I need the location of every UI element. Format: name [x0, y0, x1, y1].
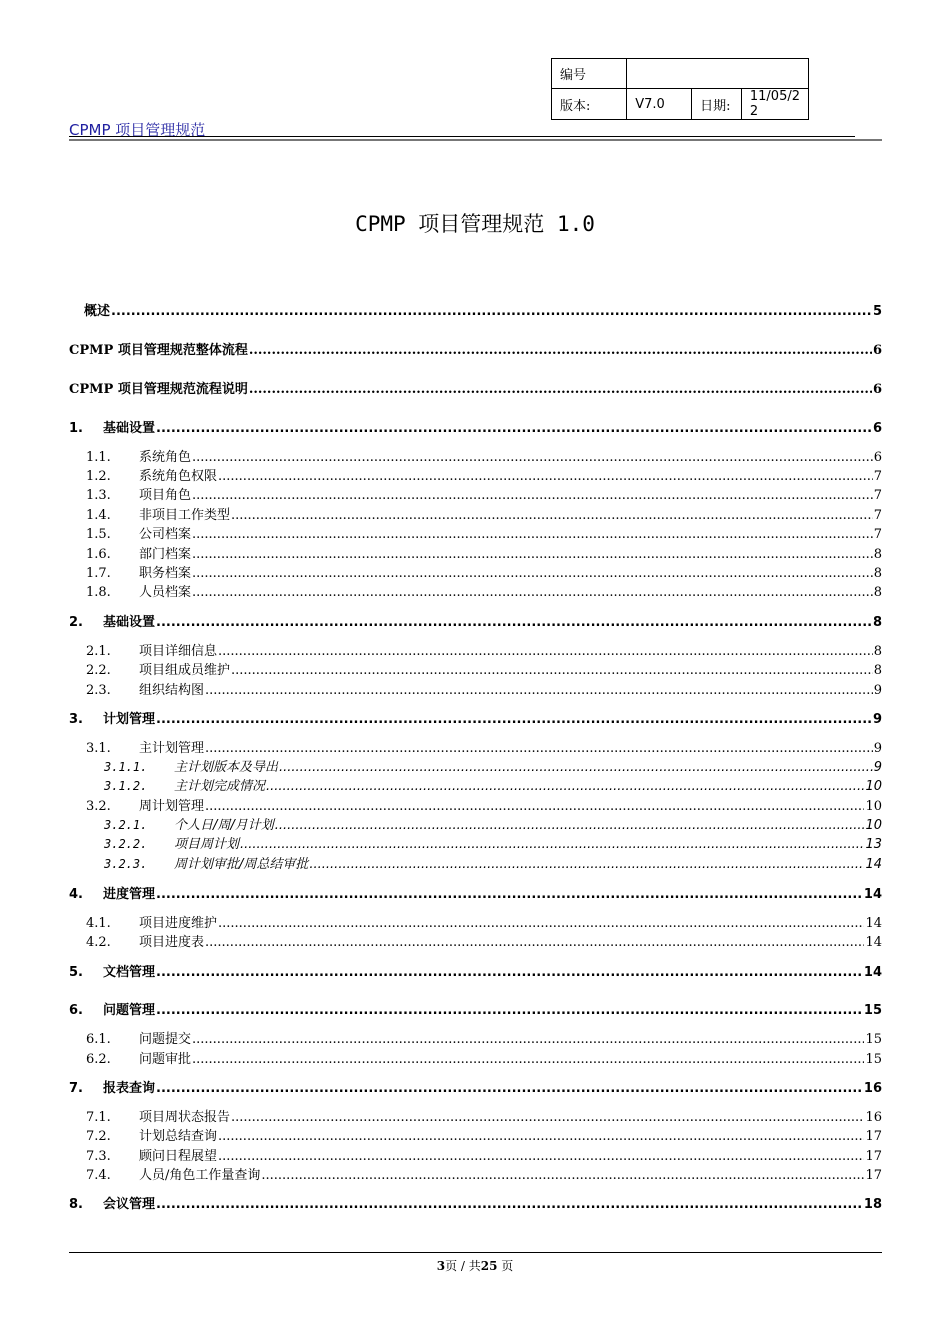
toc-entry-title: 系统角色 [139, 450, 192, 465]
toc-entry-page: 6 [872, 421, 882, 436]
toc-entry-number: 3.1.1. [104, 760, 148, 774]
toc-entry[interactable] [104, 853, 882, 872]
toc-entry-page: 16 [865, 1110, 882, 1125]
toc-dot-leader [249, 343, 872, 358]
toc-entry-number: 4.2. [86, 935, 111, 950]
version-label: 版本: [552, 89, 627, 120]
footer-page-label: 页 [445, 1259, 458, 1273]
toc-dot-leader [192, 450, 873, 465]
toc-entry[interactable] [104, 775, 882, 794]
toc-entry-title: 概述 [84, 304, 111, 319]
toc-entry-page: 14 [863, 965, 882, 980]
toc-entry-number: 5. [69, 965, 83, 980]
toc-dot-leader [218, 644, 873, 659]
toc-entry[interactable] [86, 1145, 882, 1164]
toc-entry-number: 1.8. [86, 585, 111, 600]
toc-entry-number: 3.1. [86, 741, 111, 756]
toc-dot-leader [231, 663, 873, 678]
toc-entry-page: 17 [865, 1129, 882, 1144]
toc-entry-page: 8 [873, 663, 882, 678]
toc-entry-number: 3. [69, 712, 83, 727]
toc-entry-title: CPMP 项目管理规范整体流程 [69, 343, 248, 358]
toc-entry-number: 3.1.2. [104, 779, 148, 793]
toc-entry[interactable] [86, 523, 882, 542]
toc-entry-page: 9 [872, 712, 882, 727]
toc-entry-page: 14 [865, 916, 882, 931]
toc-entry-number: 7.2. [86, 1129, 111, 1144]
header-divider [69, 136, 855, 137]
toc-entry-number: 3.2.3. [104, 857, 148, 871]
toc-entry-title: 主计划版本及导出 [174, 760, 279, 775]
number-label: 编号 [552, 59, 627, 89]
footer-total-pages: 25 [480, 1259, 498, 1273]
document-meta-table [551, 58, 809, 120]
toc-entry-page: 10 [865, 818, 882, 833]
header-divider-thick [69, 139, 882, 141]
toc-entry[interactable] [86, 659, 882, 678]
toc-dot-leader [261, 1168, 864, 1183]
toc-dot-leader [156, 1003, 863, 1018]
toc-entry-title: 计划总结查询 [139, 1129, 218, 1144]
toc-entry-title: 项目组成员维护 [139, 663, 231, 678]
toc-entry-number: 1.5. [86, 527, 111, 542]
number-value [627, 59, 809, 89]
toc-entry-number: 1. [69, 421, 83, 436]
toc-entry-number: 1.1. [86, 450, 111, 465]
toc-entry[interactable] [86, 562, 882, 581]
toc-entry-number: 2.1. [86, 644, 111, 659]
date-value-line1: 11/05/2 [749, 89, 800, 104]
version-value: V7.0 [627, 89, 692, 120]
toc-entry-page: 10 [865, 799, 882, 814]
toc-entry[interactable] [69, 708, 882, 727]
toc-entry-number: 1.3. [86, 488, 111, 503]
toc-entry-page: 8 [873, 644, 882, 659]
toc-entry-number: 7.1. [86, 1110, 111, 1125]
toc-entry-number: 6.2. [86, 1052, 111, 1067]
toc-entry-title: CPMP 项目管理规范流程说明 [69, 382, 248, 397]
toc-dot-leader [111, 304, 872, 319]
toc-entry-title: 问题审批 [139, 1052, 192, 1067]
toc-dot-leader [205, 935, 864, 950]
toc-entry-page: 6 [872, 382, 882, 397]
toc-entry-title: 项目周状态报告 [139, 1110, 231, 1125]
toc-dot-leader [156, 1081, 863, 1096]
toc-entry-page: 8 [873, 566, 882, 581]
toc-entry-number: 6.1. [86, 1032, 111, 1047]
toc-entry-page: 15 [865, 1052, 882, 1067]
toc-dot-leader [249, 382, 872, 397]
toc-entry[interactable] [69, 1077, 882, 1096]
toc-entry-page: 7 [873, 508, 882, 523]
toc-entry[interactable] [69, 999, 882, 1018]
toc-entry-page: 9 [873, 683, 882, 698]
toc-entry[interactable] [86, 1125, 882, 1144]
toc-dot-leader [192, 527, 873, 542]
toc-entry-page: 7 [873, 527, 882, 542]
toc-entry-number: 2.2. [86, 663, 111, 678]
toc-entry-title: 主计划管理 [139, 741, 205, 756]
toc-entry-title: 公司档案 [139, 527, 192, 542]
toc-entry-number: 8. [69, 1197, 83, 1212]
toc-entry-number: 1.6. [86, 547, 111, 562]
toc-entry-title: 基础设置 [103, 421, 156, 436]
date-value-line2: 2 [749, 104, 759, 119]
toc-entry-title: 项目周计划 [174, 837, 240, 852]
toc-dot-leader [156, 1197, 863, 1212]
toc-entry-number: 3.2.1. [104, 818, 148, 832]
toc-entry[interactable] [86, 504, 882, 523]
toc-entry[interactable] [86, 679, 882, 698]
toc-entry[interactable] [86, 1106, 882, 1125]
toc-entry-title: 个人日/周/月计划 [174, 818, 274, 833]
toc-entry[interactable] [104, 833, 882, 852]
toc-entry-page: 17 [865, 1149, 882, 1164]
toc-dot-leader [156, 712, 872, 727]
toc-entry-number: 7.4. [86, 1168, 111, 1183]
footer-total-prefix: 共 [468, 1259, 481, 1273]
toc-entry-number: 4.1. [86, 916, 111, 931]
toc-entry[interactable] [86, 543, 882, 562]
toc-entry-number: 4. [69, 887, 83, 902]
toc-dot-leader [192, 547, 873, 562]
toc-entry[interactable] [69, 1193, 882, 1212]
toc-dot-leader [279, 760, 873, 775]
toc-dot-leader [192, 1032, 864, 1047]
toc-entry-title: 进度管理 [103, 887, 156, 902]
toc-entry-page: 8 [873, 547, 882, 562]
toc-dot-leader [218, 1129, 864, 1144]
toc-entry[interactable] [86, 640, 882, 659]
toc-entry[interactable] [86, 446, 882, 465]
toc-entry[interactable] [86, 737, 882, 756]
toc-dot-leader [231, 1110, 864, 1125]
toc-entry-title: 人员/角色工作量查询 [139, 1168, 261, 1183]
toc-entry-number: 1.4. [86, 508, 111, 523]
toc-dot-leader [156, 887, 863, 902]
toc-entry-page: 15 [865, 1032, 882, 1047]
toc-entry-page: 14 [863, 887, 882, 902]
toc-entry[interactable] [86, 795, 882, 814]
toc-dot-leader [240, 837, 864, 852]
toc-entry-page: 6 [873, 450, 882, 465]
toc-entry-title: 系统角色权限 [139, 469, 218, 484]
document-title: CPMP 项目管理规范 1.0 [355, 212, 595, 236]
toc-entry-title: 文档管理 [103, 965, 156, 980]
toc-dot-leader [218, 916, 864, 931]
toc-entry-title: 职务档案 [139, 566, 192, 581]
toc-entry-page: 9 [873, 741, 882, 756]
toc-entry-number: 1.2. [86, 469, 111, 484]
toc-dot-leader [205, 683, 873, 698]
toc-entry-title: 基础设置 [103, 615, 156, 630]
toc-dot-leader [231, 508, 873, 523]
toc-entry-title: 项目角色 [139, 488, 192, 503]
toc-entry-title: 人员档案 [139, 585, 192, 600]
toc-entry-page: 7 [873, 488, 882, 503]
toc-dot-leader [156, 965, 863, 980]
date-value [741, 89, 808, 120]
toc-entry-title: 周计划管理 [139, 799, 205, 814]
toc-dot-leader [156, 421, 872, 436]
toc-entry-title: 问题提交 [139, 1032, 192, 1047]
toc-entry[interactable] [69, 611, 882, 630]
toc-dot-leader [192, 566, 873, 581]
toc-entry[interactable] [84, 300, 882, 319]
toc-entry-page: 14 [865, 935, 882, 950]
toc-dot-leader [275, 818, 865, 833]
toc-entry-page: 16 [863, 1081, 882, 1096]
toc-dot-leader [192, 1052, 864, 1067]
date-label: 日期: [692, 89, 742, 120]
toc-entry-page: 6 [872, 343, 882, 358]
toc-entry-title: 顾问日程展望 [139, 1149, 218, 1164]
toc-entry-page: 5 [872, 304, 882, 319]
footer-separator: / [457, 1259, 469, 1273]
toc-dot-leader [192, 585, 873, 600]
toc-entry-number: 1.7. [86, 566, 111, 581]
toc-entry-title: 项目进度维护 [139, 916, 218, 931]
toc-entry-title: 计划管理 [103, 712, 156, 727]
toc-dot-leader [192, 488, 873, 503]
footer-total-suffix: 页 [497, 1259, 514, 1273]
toc-entry-title: 报表查询 [103, 1081, 156, 1096]
toc-entry-title: 主计划完成情况 [174, 779, 266, 794]
toc-entry[interactable] [69, 417, 882, 436]
toc-entry-number: 3.2.2. [104, 837, 148, 851]
toc-entry-page: 14 [865, 857, 882, 872]
toc-entry-title: 会议管理 [103, 1197, 156, 1212]
footer-current-page: 3 [436, 1259, 446, 1273]
toc-entry-page: 13 [865, 837, 882, 852]
toc-entry[interactable] [86, 465, 882, 484]
toc-entry[interactable] [104, 756, 882, 775]
toc-dot-leader [218, 469, 873, 484]
toc-entry-page: 18 [863, 1197, 882, 1212]
toc-entry-number: 2. [69, 615, 83, 630]
toc-entry-number: 6. [69, 1003, 83, 1018]
toc-entry[interactable] [104, 814, 882, 833]
toc-entry[interactable] [86, 581, 882, 600]
toc-entry-number: 3.2. [86, 799, 111, 814]
toc-entry-number: 7.3. [86, 1149, 111, 1164]
toc-entry-title: 周计划审批/周总结审批 [174, 857, 309, 872]
page-footer [0, 1257, 950, 1274]
toc-entry-title: 组织结构图 [139, 683, 205, 698]
toc-dot-leader [205, 799, 864, 814]
toc-entry[interactable] [86, 931, 882, 950]
toc-entry[interactable] [86, 1164, 882, 1183]
toc-entry-page: 8 [873, 585, 882, 600]
toc-entry-page: 8 [872, 615, 882, 630]
toc-entry-page: 10 [865, 779, 882, 794]
toc-entry-title: 非项目工作类型 [139, 508, 231, 523]
toc-entry-number: 7. [69, 1081, 83, 1096]
footer-divider [69, 1252, 882, 1253]
toc-entry-title: 项目进度表 [139, 935, 205, 950]
toc-entry[interactable] [69, 961, 882, 980]
toc-entry-title: 问题管理 [103, 1003, 156, 1018]
toc-entry-title: 项目详细信息 [139, 644, 218, 659]
toc-dot-leader [309, 857, 864, 872]
toc-entry-number: 2.3. [86, 683, 111, 698]
toc-entry[interactable] [69, 339, 882, 358]
toc-entry[interactable] [86, 1028, 882, 1047]
toc-entry[interactable] [86, 1048, 882, 1067]
toc-entry[interactable] [69, 378, 882, 397]
toc-entry-title: 部门档案 [139, 547, 192, 562]
toc-dot-leader [218, 1149, 864, 1164]
toc-entry-page: 7 [873, 469, 882, 484]
toc-dot-leader [266, 779, 864, 794]
header-title: CPMP 项目管理规范 [69, 121, 206, 139]
toc-entry-page: 9 [873, 760, 882, 775]
toc-entry-page: 17 [865, 1168, 882, 1183]
toc-dot-leader [156, 615, 872, 630]
toc-entry[interactable] [69, 883, 882, 902]
toc-entry-page: 15 [863, 1003, 882, 1018]
toc-entry[interactable] [86, 912, 882, 931]
toc-entry[interactable] [86, 484, 882, 503]
toc-dot-leader [205, 741, 873, 756]
